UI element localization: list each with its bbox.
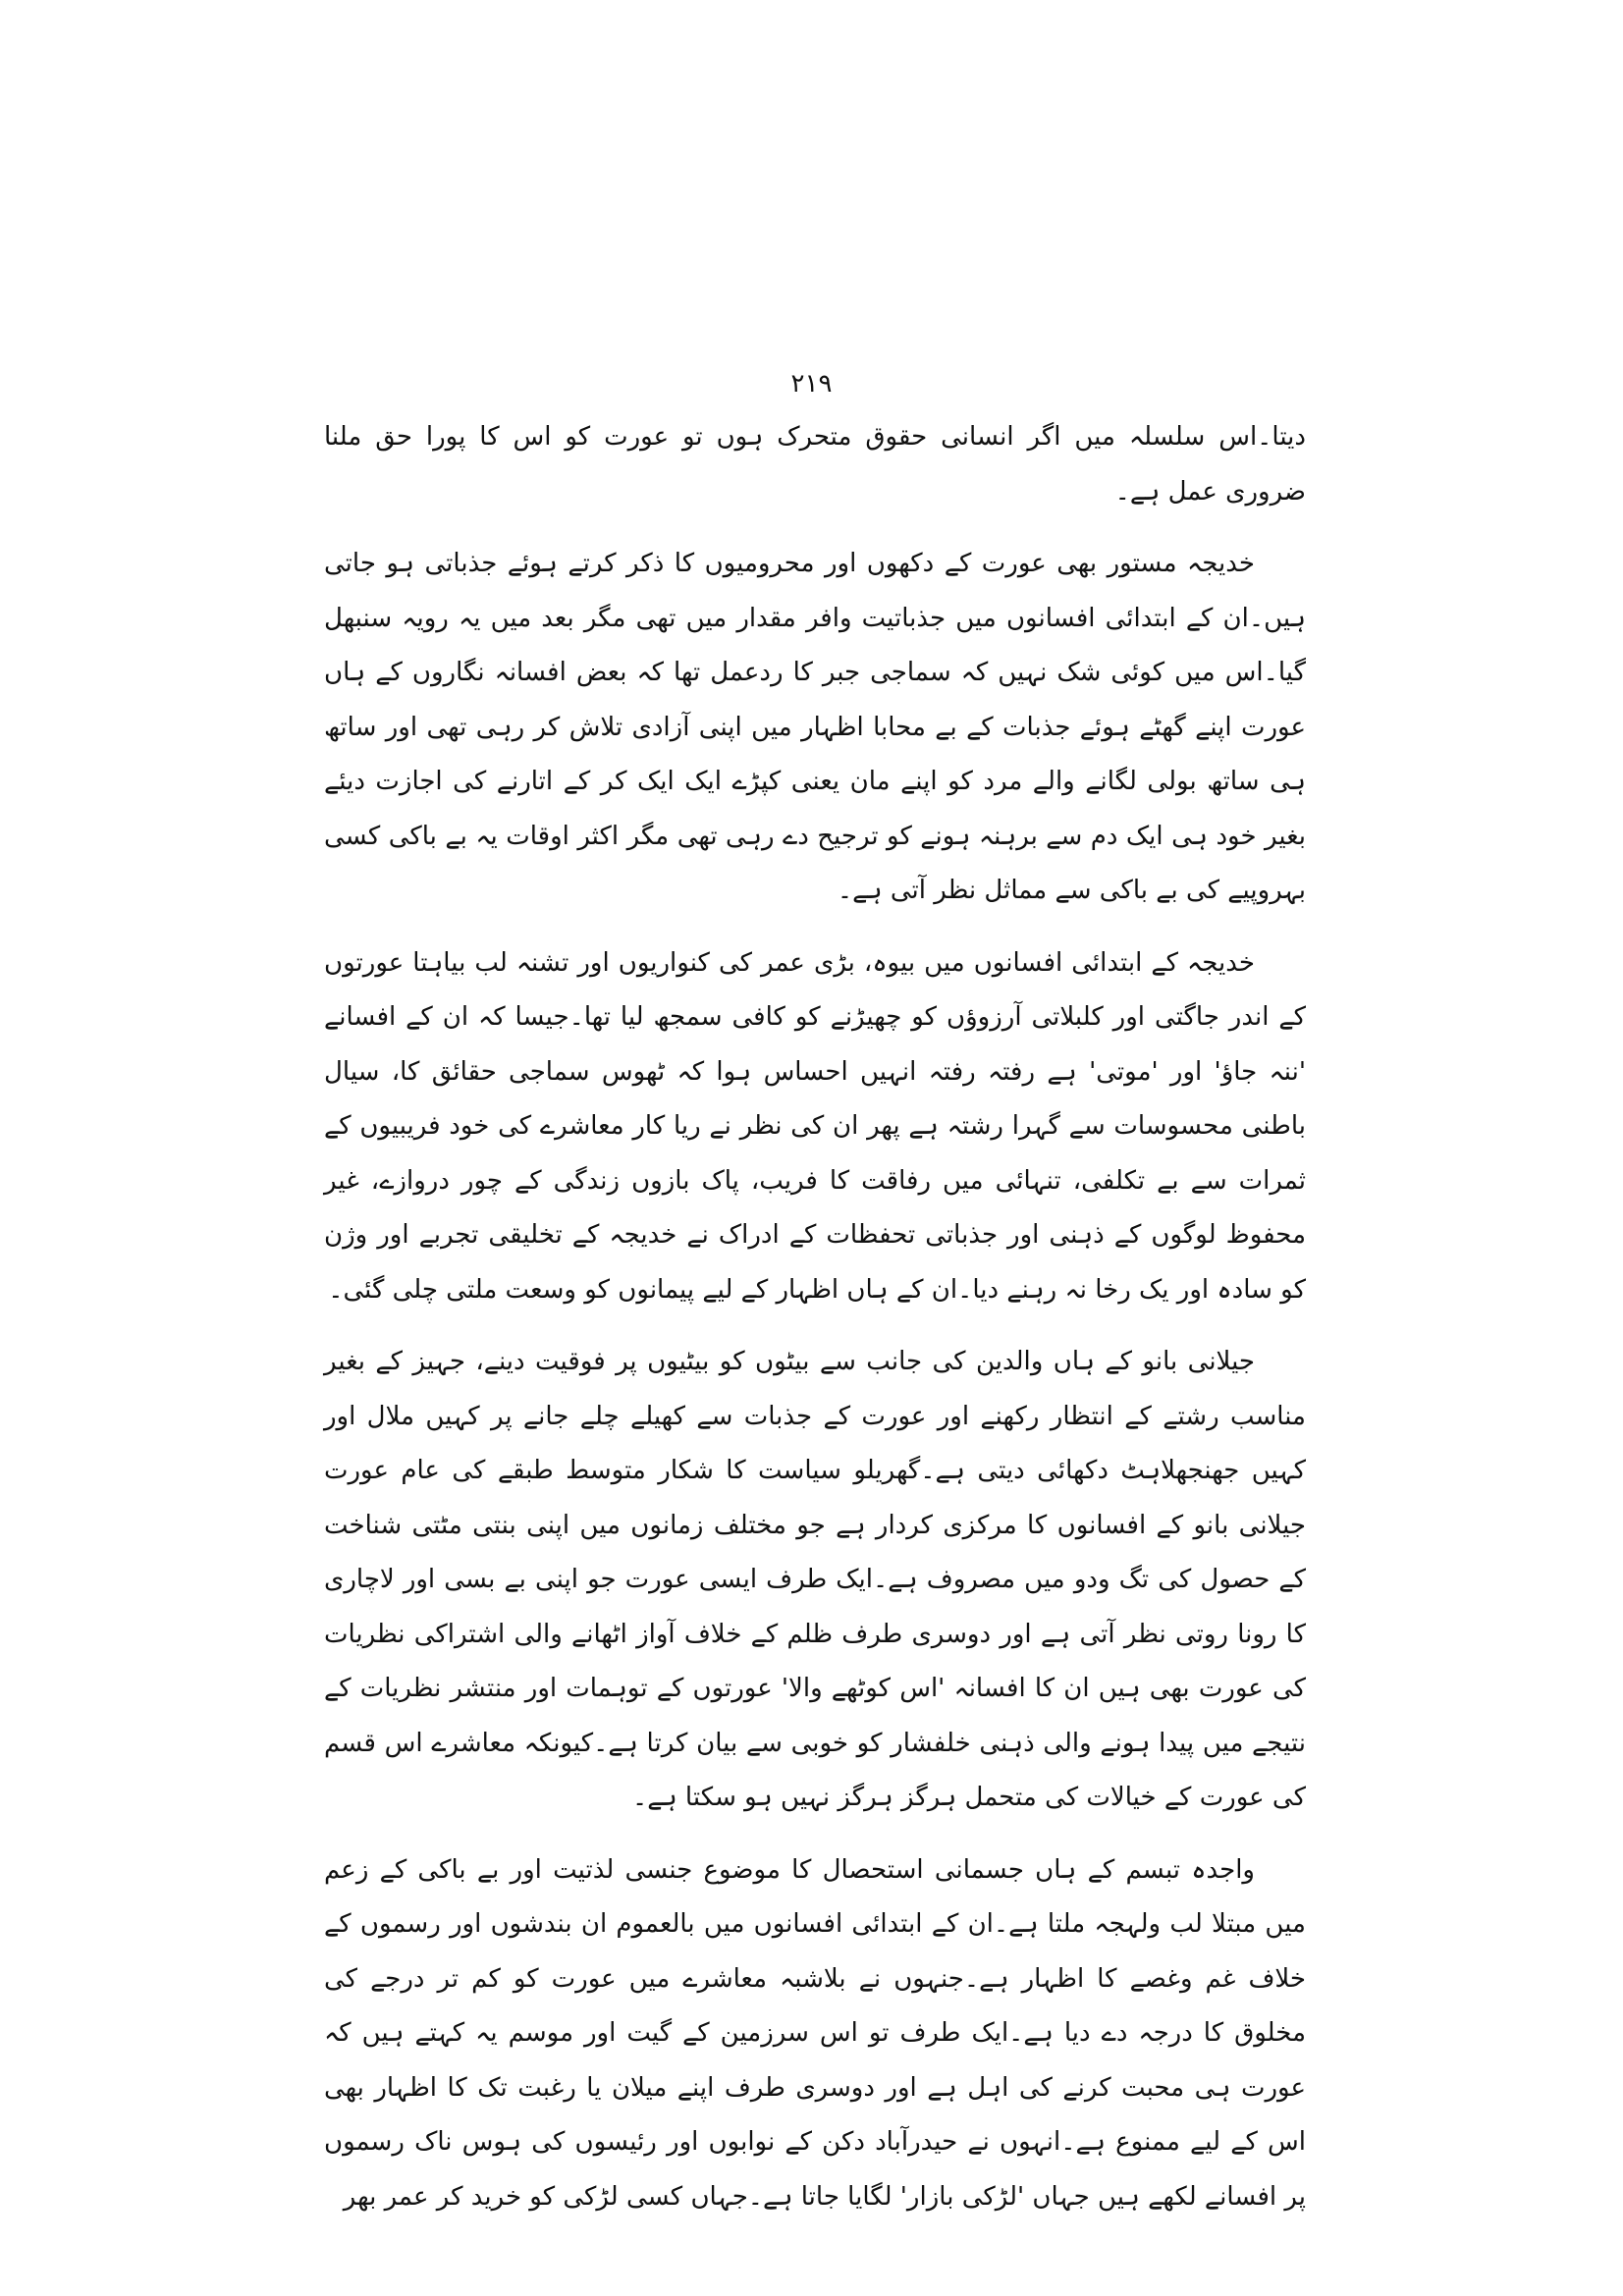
paragraph-4: جیلانی بانو کے ہاں والدین کی جانب سے بیٹوں کو بیٹیوں پر فوقیت دینے، جہیز کے بغیر مناسب رشتے کے انتظار رکھنے اور عورت کے جذبات سے کھیلے چلے جانے پر کہیں ملال اور کہیں جھنجھلاہٹ دکھائی دیتی ہے۔گھریلو سیاست کا شکار متوسط طبقے کی عام عورت جیلانی بانو کے افسانوں کا مرکزی کردار ہے جو مختلف زمانوں میں اپنی بنتی مٹتی شناخت کے حصول کی تگ ودو میں مصروف ہے۔ایک طرف ایسی عورت جو اپنی بے بسی اور لاچاری کا رونا روتی نظر آتی ہے اور دوسری طرف ظلم کے خلاف آواز اٹھانے والی اشتراکی نظریات کی عورت بھی ہیں ان کا افسانہ 'اس کوٹھے والا' عورتوں کے توہمات اور منتشر نظریات کے نتیجے میں پیدا ہونے والی ذہنی خلفشار کو خوبی سے بیان کرتا ہے۔کیونکہ معاشرے اس قسم کی عورت کے خیالات کی متحمل ہرگز ہرگز نہیں ہو سکتا ہے۔ — [324, 1347, 1306, 1812]
paragraph-3: خدیجہ کے ابتدائی افسانوں میں بیوہ، بڑی عمر کی کنواریوں اور تشنہ لب بیاہتا عورتوں کے اندر جاگتی اور کلبلاتی آرزوؤں کو چھیڑنے کو کافی سمجھ لیا تھا۔جیسا کہ ان کے افسانے 'ننہ جاؤ' اور 'موتی' ہے رفتہ رفتہ انہیں احساس ہوا کہ ٹھوس سماجی حقائق کا، سیال باطنی محسوسات سے گہرا رشتہ ہے پھر ان کی نظر نے ریا کار معاشرے کی خود فریبیوں کے ثمرات سے بے تکلفی، تنہائی میں رفاقت کا فریب، پاک بازوں زندگی کے چور دروازے، غیر محفوظ لوگوں کے ذہنی اور جذباتی تحفظات کے ادراک نے خدیجہ کے تخلیقی تجربے اور وژن کو سادہ اور یک رخا نہ رہنے دیا۔ان کے ہاں اظہار کے لیے پیمانوں کو وسعت ملتی چلی گئی۔ — [324, 947, 1306, 1305]
paragraph-1: دیتا۔اس سلسلہ میں اگر انسانی حقوق متحرک ہوں تو عورت کو اس کا پورا حق ملنا ضروری عمل ہے۔ — [324, 422, 1306, 507]
body-text — [324, 410, 1306, 2224]
paragraph-5: واجدہ تبسم کے ہاں جسمانی استحصال کا موضوع جنسی لذتیت اور بے باکی کے زعم میں مبتلا لب ولہجہ ملتا ہے۔ان کے ابتدائی افسانوں میں بالعموم ان بندشوں اور رسموں کے خلاف غم وغصے کا اظہار ہے۔جنہوں نے بلاشبہ معاشرے میں عورت کو کم تر درجے کی مخلوق کا درجہ دے دیا ہے۔ایک طرف تو اس سرزمین کے گیت اور موسم یہ کہتے ہیں کہ عورت ہی محبت کرنے کی اہل ہے اور دوسری طرف اپنے میلان یا رغبت تک کا اظہار بھی اس کے لیے ممنوع ہے۔انہوں نے حیدرآباد دکن کے نوابوں اور رئیسوں کی ہوس ناک رسموں پر افسانے لکھے ہیں جہاں 'لڑکی بازار' لگایا جاتا ہے۔جہاں کسی لڑکی کو خرید کر عمر بھر — [324, 1854, 1306, 2212]
page-number: ۲۱۹ — [790, 369, 833, 399]
paragraph-2: خدیجہ مستور بھی عورت کے دکھوں اور محرومیوں کا ذکر کرتے ہوئے جذباتی ہو جاتی ہیں۔ان کے ابتدائی افسانوں میں جذباتیت وافر مقدار میں تھی مگر بعد میں یہ رویہ سنبھل گیا۔اس میں کوئی شک نہیں کہ سماجی جبر کا ردعمل تھا کہ بعض افسانہ نگاروں کے ہاں عورت اپنے گھٹے ہوئے جذبات کے بے محابا اظہار میں اپنی آزادی تلاش کر رہی تھی اور ساتھ ہی ساتھ بولی لگانے والے مرد کو اپنے مان یعنی کپڑے ایک ایک کر کے اتارنے کی اجازت دیئے بغیر خود ہی ایک دم سے برہنہ ہونے کو ترجیح دے رہی تھی مگر اکثر اوقات یہ بے باکی کسی بہروپیے کی بے باکی سے مماثل نظر آتی ہے۔ — [324, 549, 1306, 905]
